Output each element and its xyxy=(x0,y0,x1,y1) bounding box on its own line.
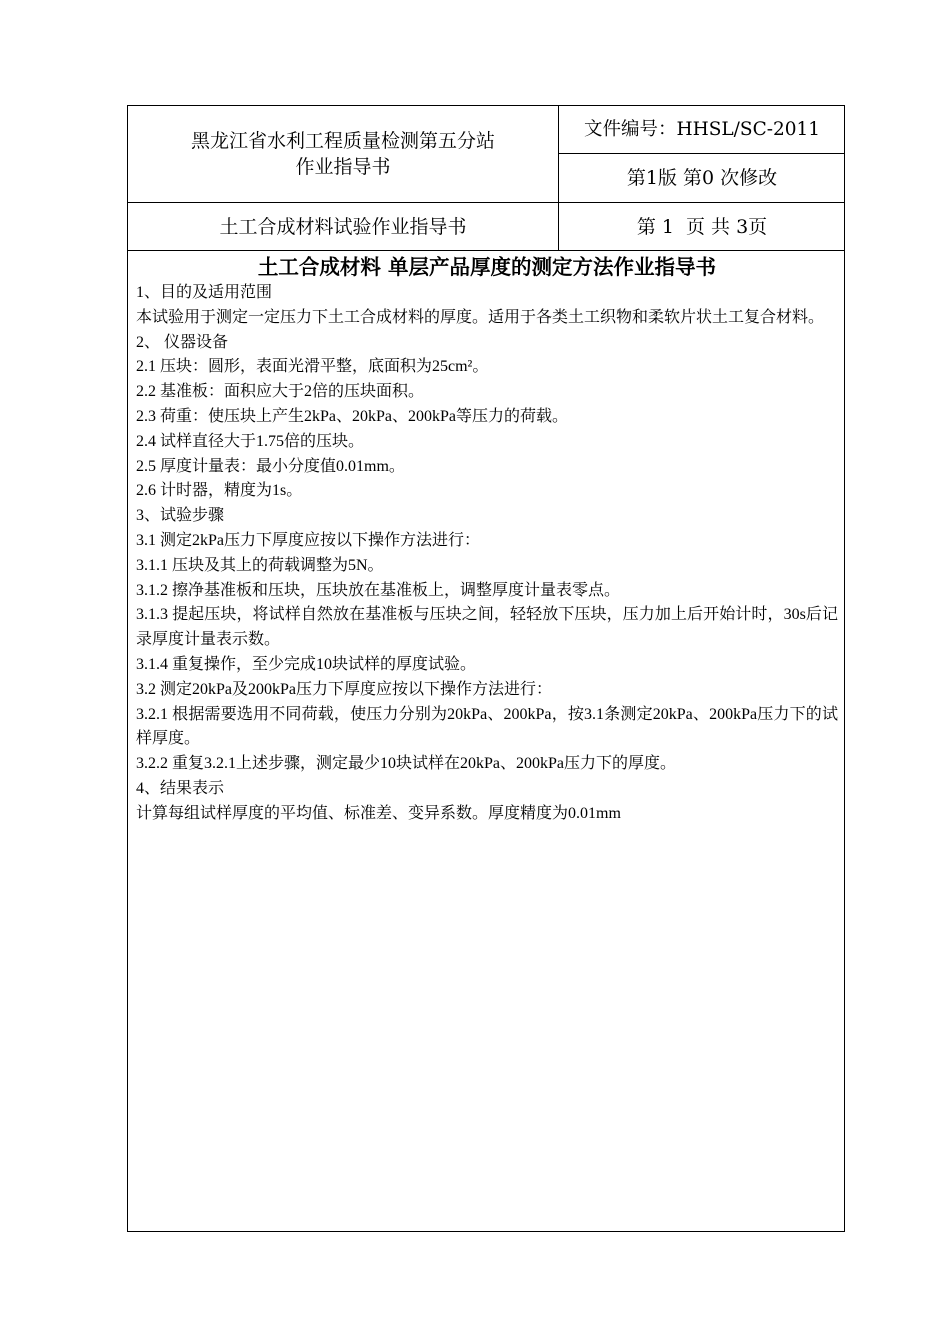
document-title: 土工合成材料 单层产品厚度的测定方法作业指导书 xyxy=(257,255,717,279)
paragraph: 3.2.2 重复3.2.1上述步骤，测定最少10块试样在20kPa、200kPa压力下的厚度。 xyxy=(136,755,677,773)
header-divider-bottom xyxy=(128,250,845,251)
organization-name: 黑龙江省水利工程质量检测第五分站 xyxy=(190,130,495,152)
file-number: 文件编号：HHSL/SC-2011 xyxy=(583,118,821,140)
document-body xyxy=(136,281,838,827)
paragraph: 4、结果表示 xyxy=(136,779,225,797)
paragraph: 3.1 测定2kPa压力下厚度应按以下操作方法进行： xyxy=(136,531,481,549)
paragraph: 3.1.1 压块及其上的荷载调整为5N。 xyxy=(136,556,384,574)
paragraph: 3.1.3 提起压块，将试样自然放在基准板与压块之间，轻轻放下压块，压力加上后开始计时，30s后记录厚度计量表示数。 xyxy=(136,606,838,649)
organization-cell xyxy=(128,106,558,202)
paragraph: 2.3 荷重：使压块上产生2kPa、20kPa、200kPa等压力的荷载。 xyxy=(136,407,569,425)
paragraph: 3.1.2 擦净基准板和压块，压块放在基准板上，调整厚度计量表零点。 xyxy=(136,581,621,599)
paragraph: 3、试验步骤 xyxy=(136,507,225,525)
paragraph: 计算每组试样厚度的平均值、标准差、变异系数。厚度精度为0.01mm xyxy=(136,804,621,822)
page-info: 第 1 页 共 3页 xyxy=(636,215,768,238)
version-info: 第1版 第0 次修改 xyxy=(626,167,778,189)
paragraph: 1、目的及适用范围 xyxy=(136,284,273,301)
paragraph: 2.6 计时器，精度为1s。 xyxy=(136,482,303,500)
paragraph: 2.2 基准板：面积应大于2倍的压块面积。 xyxy=(136,383,425,401)
document-type: 作业指导书 xyxy=(295,156,391,178)
paragraph: 2.5 厚度计量表：最小分度值0.01mm。 xyxy=(136,457,405,475)
paragraph: 2、 仪器设备 xyxy=(136,333,229,351)
paragraph: 3.1.4 重复操作，至少完成10块试样的厚度试验。 xyxy=(136,655,477,673)
paragraph: 3.2.1 根据需要选用不同荷载，使压力分别为20kPa、200kPa，按3.1条测定20kPa、200kPa压力下的试样厚度。 xyxy=(136,705,838,748)
paragraph: 2.1 压块：圆形，表面光滑平整，底面积为25cm²。 xyxy=(136,358,489,376)
category-title: 土工合成材料试验作业指导书 xyxy=(219,215,467,238)
document-frame xyxy=(127,105,845,1232)
paragraph: 2.4 试样直径大于1.75倍的压块。 xyxy=(136,432,365,450)
paragraph: 3.2 测定20kPa及200kPa压力下厚度应按以下操作方法进行： xyxy=(136,680,553,698)
paragraph: 本试验用于测定一定压力下土工合成材料的厚度。适用于各类土工织物和柔软片状土工复合材料。 xyxy=(136,308,825,326)
